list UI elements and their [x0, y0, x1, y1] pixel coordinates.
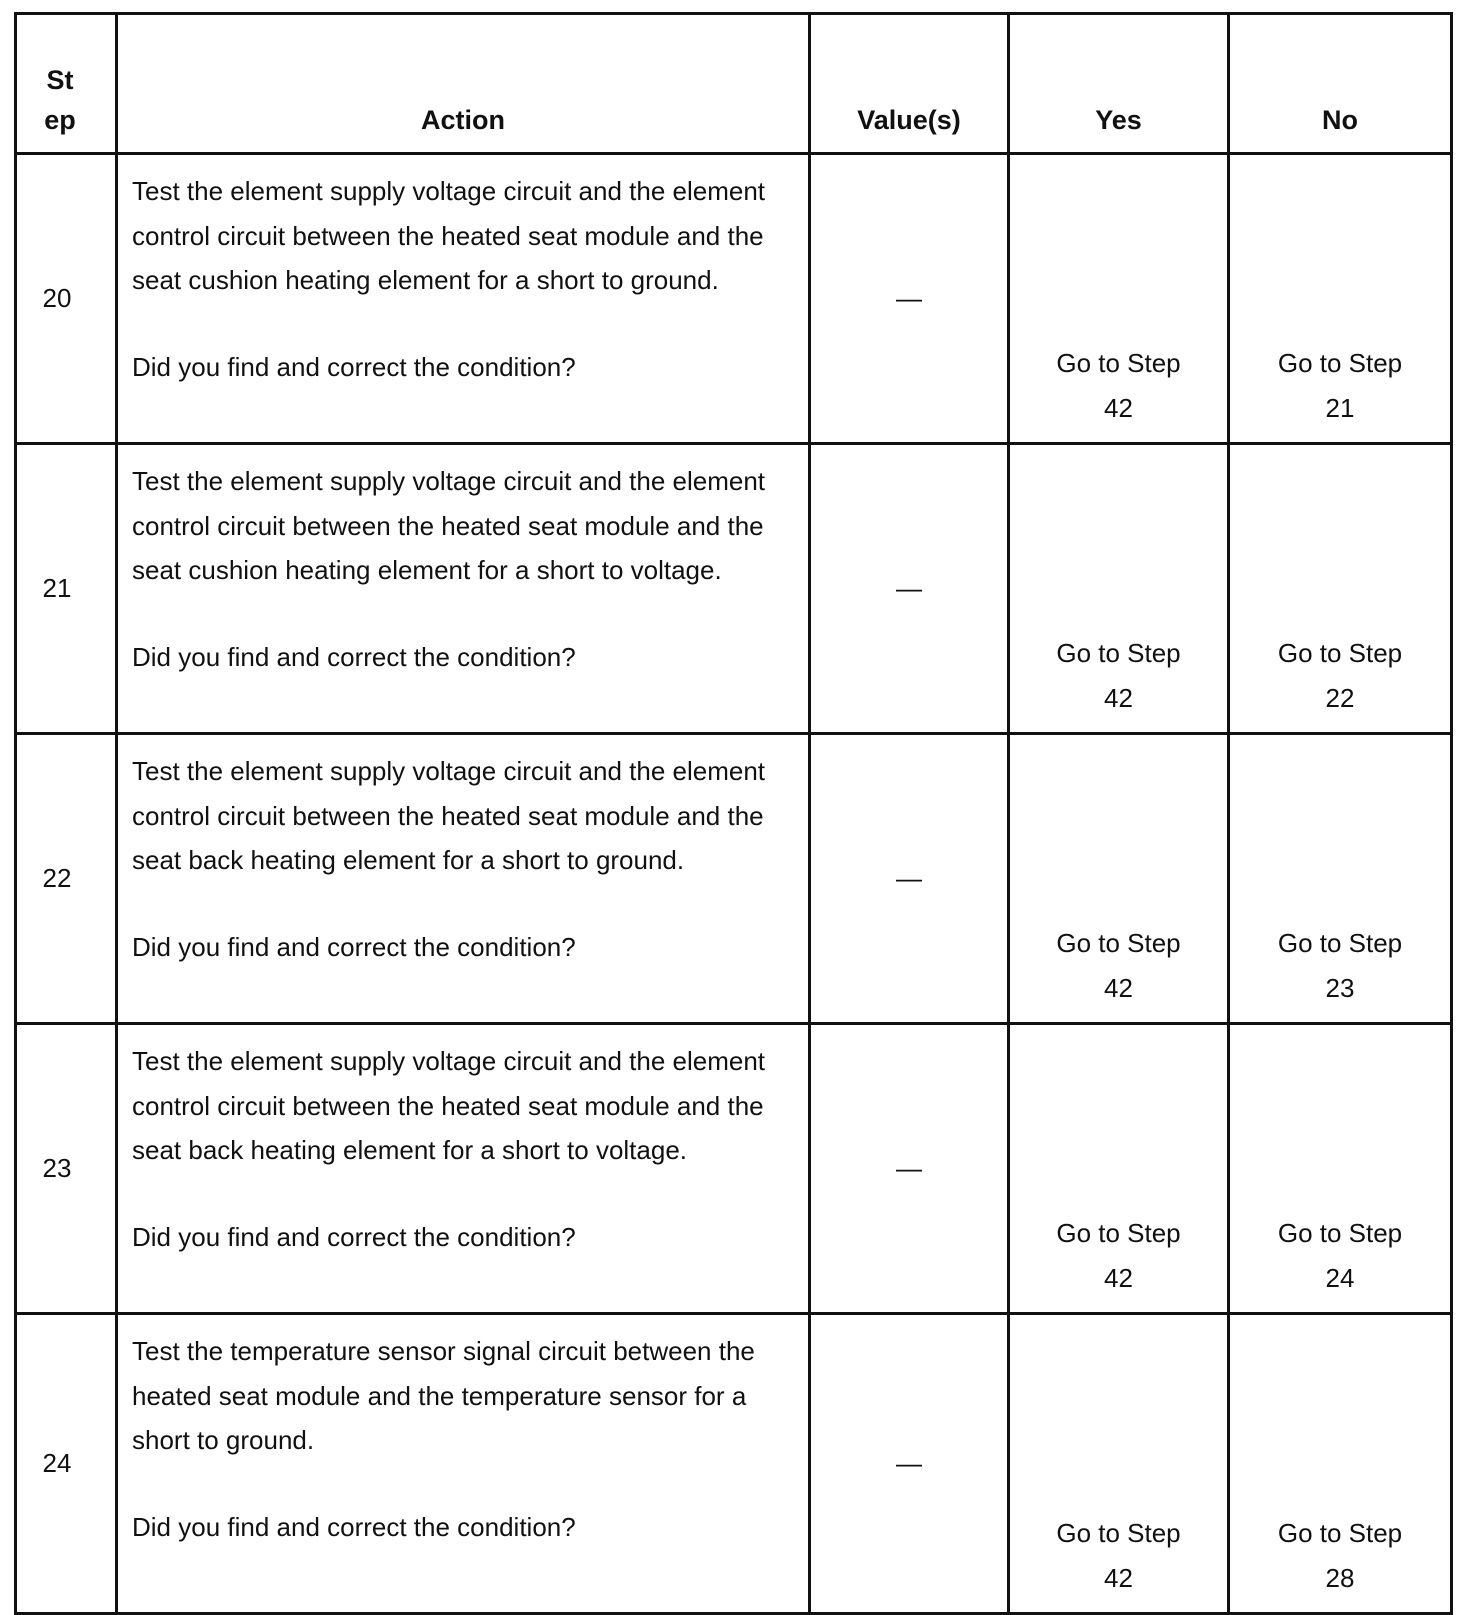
action-cell [117, 1024, 810, 1314]
header-no: No [1229, 14, 1452, 154]
yes-step: 42 [1104, 1262, 1133, 1293]
action-cell [117, 154, 810, 444]
table-row [16, 444, 1452, 734]
header-step: St ep [16, 14, 117, 154]
yes-label: Go to Step [1056, 1218, 1181, 1248]
step-number: 24 [16, 1314, 117, 1614]
table-row [16, 154, 1452, 444]
yes-cell [1009, 1024, 1229, 1314]
header-action: Action [117, 14, 810, 154]
value-cell: — [810, 734, 1009, 1024]
header-values: Value(s) [810, 14, 1009, 154]
action-cell [117, 1314, 810, 1614]
no-cell [1229, 444, 1452, 734]
value-cell: — [810, 444, 1009, 734]
no-label: Go to Step [1277, 928, 1403, 958]
step-number: 21 [16, 444, 117, 734]
action-question: Did you find and correct the condition? [132, 931, 576, 962]
no-step: 24 [1325, 1262, 1355, 1293]
value-cell: — [810, 1314, 1009, 1614]
table-row [16, 1024, 1452, 1314]
no-cell [1229, 734, 1452, 1024]
action-cell [117, 734, 810, 1024]
step-number: 22 [16, 734, 117, 1024]
no-cell [1229, 1314, 1452, 1614]
diagnostic-table [14, 12, 1453, 1615]
yes-cell [1009, 444, 1229, 734]
value-cell: — [810, 1024, 1009, 1314]
action-text: Test the element supply voltage circuit and the element control circuit between the heated seat module and the seat cushion heating element for a short to ground. [132, 176, 766, 295]
no-label: Go to Step [1277, 638, 1403, 668]
header-row [16, 14, 1452, 154]
no-step: 21 [1325, 392, 1355, 423]
yes-label: Go to Step [1056, 928, 1181, 958]
action-question: Did you find and correct the condition? [132, 351, 576, 382]
table-row [16, 734, 1452, 1024]
no-cell [1229, 154, 1452, 444]
yes-step: 42 [1104, 1562, 1133, 1593]
no-step: 28 [1325, 1562, 1355, 1593]
action-text: Test the element supply voltage circuit and the element control circuit between the heated seat module and the seat back heating element for a short to ground. [132, 756, 766, 875]
yes-label: Go to Step [1056, 638, 1181, 668]
yes-cell [1009, 154, 1229, 444]
action-question: Did you find and correct the condition? [132, 1511, 576, 1542]
no-label: Go to Step [1277, 1518, 1403, 1548]
yes-step: 42 [1104, 972, 1133, 1003]
yes-step: 42 [1104, 682, 1133, 713]
yes-cell [1009, 1314, 1229, 1614]
step-number: 23 [16, 1024, 117, 1314]
action-text: Test the temperature sensor signal circuit between the heated seat module and the temperature sensor for a short to ground. [132, 1336, 755, 1455]
action-text: Test the element supply voltage circuit and the element control circuit between the heated seat module and the seat back heating element for a short to voltage. [132, 1046, 766, 1165]
yes-cell [1009, 734, 1229, 1024]
no-label: Go to Step [1277, 1218, 1403, 1248]
no-step: 23 [1325, 972, 1355, 1003]
yes-step: 42 [1104, 392, 1133, 423]
action-cell [117, 444, 810, 734]
action-question: Did you find and correct the condition? [132, 641, 576, 672]
no-cell [1229, 1024, 1452, 1314]
action-text: Test the element supply voltage circuit and the element control circuit between the heated seat module and the seat cushion heating element for a short to voltage. [132, 466, 766, 585]
step-number: 20 [16, 154, 117, 444]
yes-label: Go to Step [1056, 348, 1181, 378]
value-cell: — [810, 154, 1009, 444]
action-question: Did you find and correct the condition? [132, 1221, 576, 1252]
no-label: Go to Step [1277, 348, 1403, 378]
no-step: 22 [1325, 682, 1355, 713]
table-row [16, 1314, 1452, 1614]
yes-label: Go to Step [1056, 1518, 1181, 1548]
header-yes: Yes [1009, 14, 1229, 154]
